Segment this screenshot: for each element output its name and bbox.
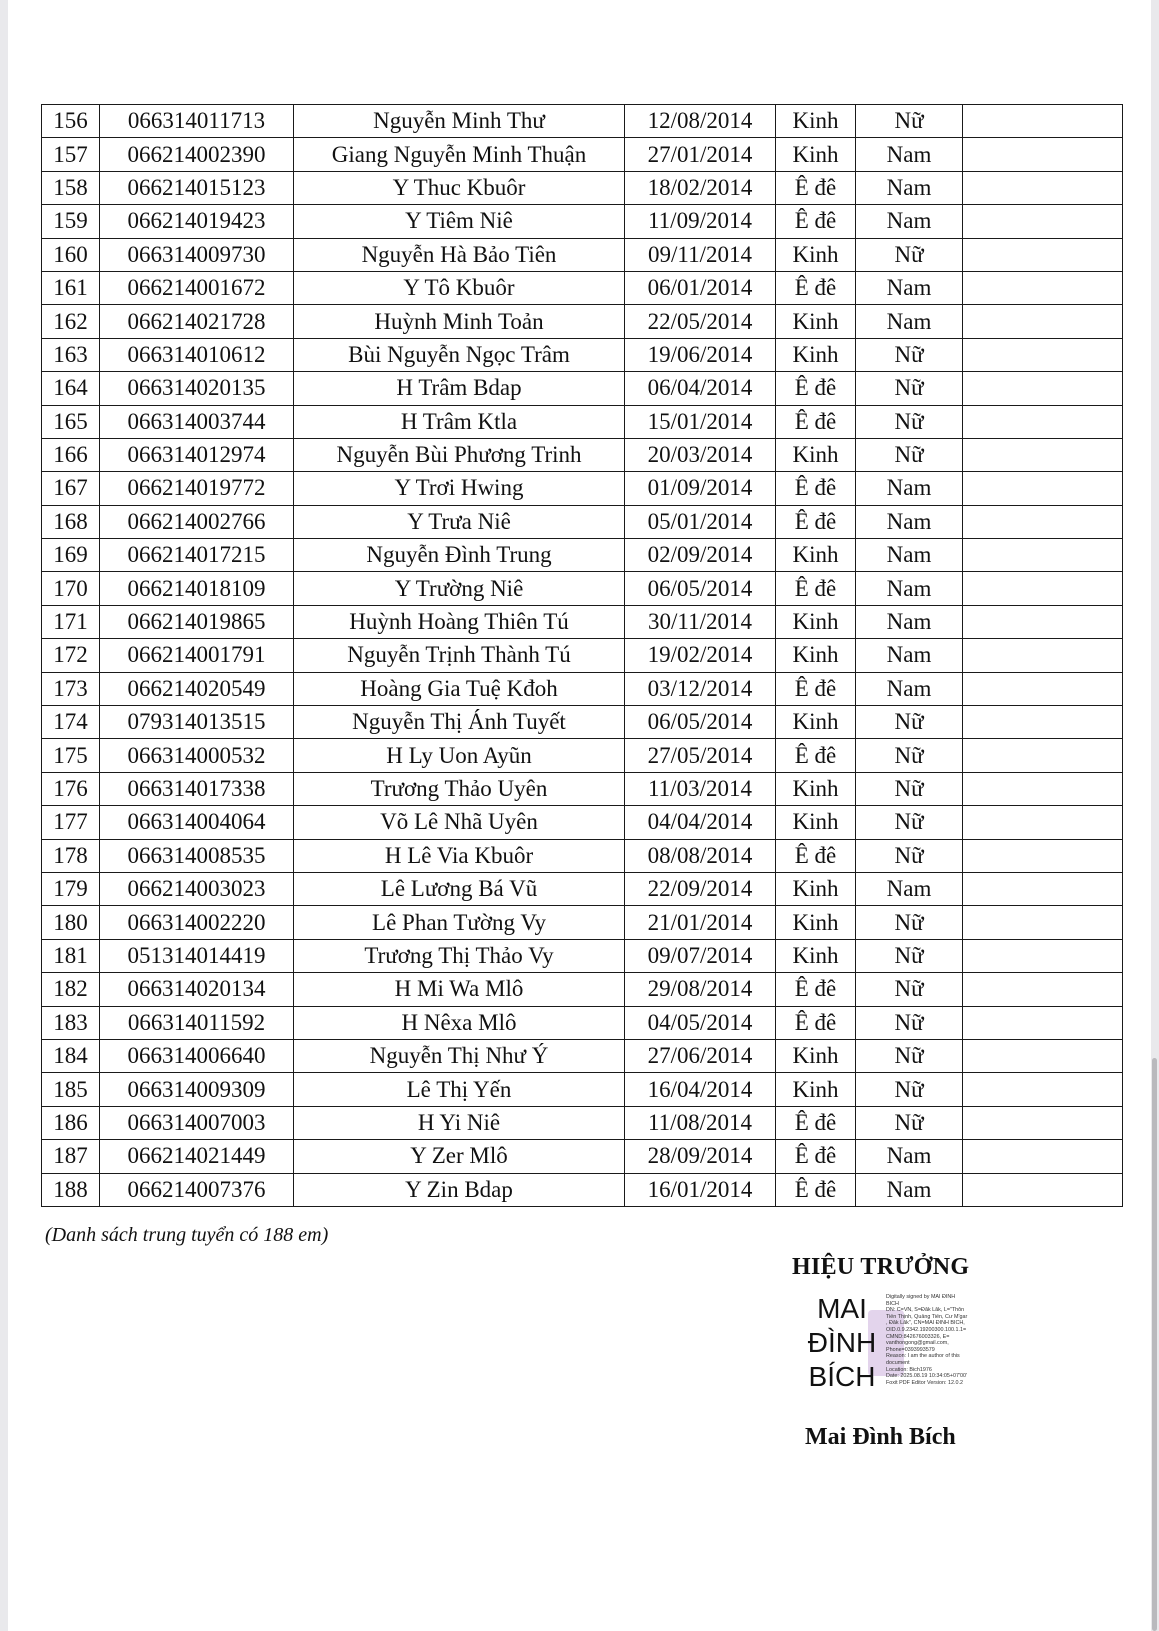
signature-detail-line: Phone=0393993579 [886, 1346, 935, 1353]
birth-date-cell: 15/01/2014 [625, 405, 776, 438]
id-number-cell: 066214003023 [100, 872, 294, 905]
birth-date-cell: 02/09/2014 [625, 539, 776, 572]
id-number-cell: 066214001791 [100, 639, 294, 672]
note-cell [963, 839, 1123, 872]
id-number-cell: 066214002766 [100, 505, 294, 538]
row-number-cell: 163 [42, 338, 100, 371]
table-row [42, 105, 1123, 138]
row-number-cell: 168 [42, 505, 100, 538]
id-number-cell: 066314020135 [100, 372, 294, 405]
birth-date-cell: 27/05/2014 [625, 739, 776, 772]
table-row [42, 906, 1123, 939]
ethnicity-cell: Ê đê [776, 572, 856, 605]
document-page [8, 0, 1151, 1631]
row-number-cell: 180 [42, 906, 100, 939]
birth-date-cell: 11/08/2014 [625, 1106, 776, 1139]
table-row [42, 672, 1123, 705]
birth-date-cell: 05/01/2014 [625, 505, 776, 538]
full-name-cell: H Yi Niê [294, 1106, 625, 1139]
table-row [42, 171, 1123, 204]
gender-cell: Nam [856, 505, 963, 538]
row-number-cell: 157 [42, 138, 100, 171]
table-row [42, 939, 1123, 972]
table-row [42, 605, 1123, 638]
id-number-cell: 066314004064 [100, 806, 294, 839]
full-name-cell: Bùi Nguyễn Ngọc Trâm [294, 338, 625, 371]
birth-date-cell: 09/11/2014 [625, 238, 776, 271]
ethnicity-cell: Kinh [776, 105, 856, 138]
note-cell [963, 1039, 1123, 1072]
row-number-cell: 171 [42, 605, 100, 638]
ethnicity-cell: Kinh [776, 806, 856, 839]
table-row [42, 405, 1123, 438]
row-number-cell: 166 [42, 438, 100, 471]
birth-date-cell: 11/03/2014 [625, 772, 776, 805]
table-row [42, 205, 1123, 238]
table-row [42, 872, 1123, 905]
row-number-cell: 173 [42, 672, 100, 705]
id-number-cell: 066314007003 [100, 1106, 294, 1139]
gender-cell: Nữ [856, 906, 963, 939]
table-row [42, 1006, 1123, 1039]
ethnicity-cell: Ê đê [776, 1173, 856, 1206]
note-cell [963, 238, 1123, 271]
ethnicity-cell: Kinh [776, 438, 856, 471]
ethnicity-cell: Ê đê [776, 1140, 856, 1173]
note-cell [963, 271, 1123, 304]
ethnicity-cell: Kinh [776, 906, 856, 939]
note-cell [963, 472, 1123, 505]
signature-detail-line: OID.0.9.2342.19200300.100.1.1= [886, 1326, 967, 1333]
note-cell [963, 939, 1123, 972]
full-name-cell: Y Zer Mlô [294, 1140, 625, 1173]
row-number-cell: 167 [42, 472, 100, 505]
ethnicity-cell: Ê đê [776, 505, 856, 538]
signature-name [796, 1292, 888, 1394]
row-number-cell: 161 [42, 271, 100, 304]
id-number-cell: 079314013515 [100, 706, 294, 739]
table-row [42, 305, 1123, 338]
ethnicity-cell: Ê đê [776, 973, 856, 1006]
gender-cell: Nam [856, 271, 963, 304]
ethnicity-cell: Kinh [776, 939, 856, 972]
row-number-cell: 162 [42, 305, 100, 338]
id-number-cell: 066314002220 [100, 906, 294, 939]
signer-title: HIỆU TRƯỞNG [792, 1254, 970, 1280]
signature-name-line: ĐÌNH [807, 1327, 877, 1358]
ethnicity-cell: Kinh [776, 305, 856, 338]
note-cell [963, 505, 1123, 538]
birth-date-cell: 19/02/2014 [625, 639, 776, 672]
gender-cell: Nữ [856, 806, 963, 839]
id-number-cell: 066214015123 [100, 171, 294, 204]
ethnicity-cell: Kinh [776, 539, 856, 572]
vertical-scrollbar[interactable] [1152, 1058, 1157, 1631]
birth-date-cell: 08/08/2014 [625, 839, 776, 872]
table-row [42, 505, 1123, 538]
note-cell [963, 1140, 1123, 1173]
gender-cell: Nữ [856, 973, 963, 1006]
birth-date-cell: 04/04/2014 [625, 806, 776, 839]
full-name-cell: Lê Lương Bá Vũ [294, 872, 625, 905]
gender-cell: Nam [856, 138, 963, 171]
table-row [42, 739, 1123, 772]
table-row [42, 539, 1123, 572]
id-number-cell: 066214017215 [100, 539, 294, 572]
row-number-cell: 175 [42, 739, 100, 772]
id-number-cell: 051314014419 [100, 939, 294, 972]
table-row [42, 806, 1123, 839]
note-cell [963, 872, 1123, 905]
note-cell [963, 338, 1123, 371]
birth-date-cell: 04/05/2014 [625, 1006, 776, 1039]
table-row [42, 472, 1123, 505]
row-number-cell: 184 [42, 1039, 100, 1072]
birth-date-cell: 27/01/2014 [625, 138, 776, 171]
ethnicity-cell: Kinh [776, 639, 856, 672]
birth-date-cell: 18/02/2014 [625, 171, 776, 204]
gender-cell: Nam [856, 672, 963, 705]
gender-cell: Nam [856, 305, 963, 338]
row-number-cell: 177 [42, 806, 100, 839]
id-number-cell: 066314017338 [100, 772, 294, 805]
full-name-cell: Trương Thảo Uyên [294, 772, 625, 805]
full-name-cell: H Mi Wa Mlô [294, 973, 625, 1006]
gender-cell: Nam [856, 572, 963, 605]
row-number-cell: 188 [42, 1173, 100, 1206]
ethnicity-cell: Ê đê [776, 171, 856, 204]
full-name-cell: Nguyễn Bùi Phương Trinh [294, 438, 625, 471]
signature-detail-line: Date: 2025.08.19 10:34:05+07'00' [886, 1373, 968, 1380]
ethnicity-cell: Ê đê [776, 405, 856, 438]
row-number-cell: 159 [42, 205, 100, 238]
signature-detail-line: CMND:842676003326, E= [886, 1333, 950, 1340]
id-number-cell: 066214002390 [100, 138, 294, 171]
signature-detail-line: Location: Bich1976 [886, 1366, 932, 1373]
row-number-cell: 187 [42, 1140, 100, 1173]
full-name-cell: H Trâm Ktla [294, 405, 625, 438]
full-name-cell: H Nêxa Mlô [294, 1006, 625, 1039]
table-row [42, 372, 1123, 405]
full-name-cell: Y Tiêm Niê [294, 205, 625, 238]
note-cell [963, 305, 1123, 338]
table-row [42, 1140, 1123, 1173]
gender-cell: Nữ [856, 405, 963, 438]
note-cell [963, 739, 1123, 772]
full-name-cell: Y Zin Bdap [294, 1173, 625, 1206]
gender-cell: Nam [856, 539, 963, 572]
table-row [42, 839, 1123, 872]
birth-date-cell: 22/09/2014 [625, 872, 776, 905]
id-number-cell: 066214007376 [100, 1173, 294, 1206]
note-cell [963, 772, 1123, 805]
gender-cell: Nam [856, 171, 963, 204]
gender-cell: Nữ [856, 238, 963, 271]
note-cell [963, 1073, 1123, 1106]
full-name-cell: Lê Phan Tường Vy [294, 906, 625, 939]
table-row [42, 706, 1123, 739]
ethnicity-cell: Ê đê [776, 372, 856, 405]
id-number-cell: 066314003744 [100, 405, 294, 438]
id-number-cell: 066214021728 [100, 305, 294, 338]
full-name-cell: Nguyễn Thị Như Ý [294, 1039, 625, 1072]
full-name-cell: Y Tô Kbuôr [294, 271, 625, 304]
gender-cell: Nữ [856, 438, 963, 471]
gender-cell: Nữ [856, 372, 963, 405]
digital-signature [796, 1292, 986, 1402]
gender-cell: Nam [856, 472, 963, 505]
gender-cell: Nữ [856, 1006, 963, 1039]
full-name-cell: Võ Lê Nhã Uyên [294, 806, 625, 839]
row-number-cell: 169 [42, 539, 100, 572]
row-number-cell: 181 [42, 939, 100, 972]
ethnicity-cell: Ê đê [776, 271, 856, 304]
row-number-cell: 156 [42, 105, 100, 138]
gender-cell: Nam [856, 1173, 963, 1206]
note-cell [963, 806, 1123, 839]
row-number-cell: 179 [42, 872, 100, 905]
list-note: (Danh sách trung tuyển có 188 em) [45, 1224, 329, 1246]
table-body [42, 105, 1123, 1207]
birth-date-cell: 03/12/2014 [625, 672, 776, 705]
note-cell [963, 171, 1123, 204]
birth-date-cell: 16/04/2014 [625, 1073, 776, 1106]
signature-detail-line: , Đắk Lắk", CN=MAI ĐÌNH BÍCH, [886, 1320, 965, 1327]
table-row [42, 1173, 1123, 1206]
gender-cell: Nữ [856, 1106, 963, 1139]
birth-date-cell: 06/04/2014 [625, 372, 776, 405]
full-name-cell: H Trâm Bdap [294, 372, 625, 405]
table-row [42, 639, 1123, 672]
gender-cell: Nam [856, 872, 963, 905]
gender-cell: Nam [856, 639, 963, 672]
id-number-cell: 066214020549 [100, 672, 294, 705]
full-name-cell: Nguyễn Hà Bảo Tiên [294, 238, 625, 271]
ethnicity-cell: Ê đê [776, 472, 856, 505]
full-name-cell: Y Trường Niê [294, 572, 625, 605]
row-number-cell: 182 [42, 973, 100, 1006]
signature-detail-line: Digitally signed by MAI ĐÌNH [886, 1294, 956, 1300]
table-row [42, 572, 1123, 605]
table-row [42, 772, 1123, 805]
ethnicity-cell: Kinh [776, 1073, 856, 1106]
full-name-cell: Nguyễn Minh Thư [294, 105, 625, 138]
gender-cell: Nữ [856, 105, 963, 138]
table-row [42, 138, 1123, 171]
row-number-cell: 174 [42, 706, 100, 739]
row-number-cell: 176 [42, 772, 100, 805]
table-row [42, 973, 1123, 1006]
full-name-cell: Nguyễn Đình Trung [294, 539, 625, 572]
gender-cell: Nữ [856, 939, 963, 972]
note-cell [963, 205, 1123, 238]
signature-name-line: MAI [817, 1293, 867, 1324]
note-cell [963, 405, 1123, 438]
id-number-cell: 066314009309 [100, 1073, 294, 1106]
gender-cell: Nữ [856, 338, 963, 371]
row-number-cell: 185 [42, 1073, 100, 1106]
id-number-cell: 066314011713 [100, 105, 294, 138]
student-list-table [41, 104, 1123, 1207]
id-number-cell: 066314000532 [100, 739, 294, 772]
row-number-cell: 183 [42, 1006, 100, 1039]
gender-cell: Nữ [856, 1073, 963, 1106]
full-name-cell: Lê Thị Yến [294, 1073, 625, 1106]
table-row [42, 238, 1123, 271]
row-number-cell: 160 [42, 238, 100, 271]
gender-cell: Nữ [856, 739, 963, 772]
birth-date-cell: 06/05/2014 [625, 706, 776, 739]
row-number-cell: 186 [42, 1106, 100, 1139]
signature-name-line: BÍCH [808, 1361, 876, 1392]
ethnicity-cell: Kinh [776, 772, 856, 805]
birth-date-cell: 16/01/2014 [625, 1173, 776, 1206]
full-name-cell: Y Thuc Kbuôr [294, 171, 625, 204]
id-number-cell: 066214019423 [100, 205, 294, 238]
full-name-cell: Huỳnh Hoàng Thiên Tú [294, 605, 625, 638]
row-number-cell: 172 [42, 639, 100, 672]
gender-cell: Nam [856, 605, 963, 638]
gender-cell: Nam [856, 1140, 963, 1173]
birth-date-cell: 20/03/2014 [625, 438, 776, 471]
id-number-cell: 066214001672 [100, 271, 294, 304]
full-name-cell: Trương Thị Thảo Vy [294, 939, 625, 972]
row-number-cell: 158 [42, 171, 100, 204]
birth-date-cell: 28/09/2014 [625, 1140, 776, 1173]
full-name-cell: Huỳnh Minh Toản [294, 305, 625, 338]
birth-date-cell: 01/09/2014 [625, 472, 776, 505]
note-cell [963, 1106, 1123, 1139]
note-cell [963, 438, 1123, 471]
id-number-cell: 066314020134 [100, 973, 294, 1006]
note-cell [963, 572, 1123, 605]
row-number-cell: 170 [42, 572, 100, 605]
row-number-cell: 178 [42, 839, 100, 872]
id-number-cell: 066314011592 [100, 1006, 294, 1039]
table-row [42, 1073, 1123, 1106]
table-row [42, 271, 1123, 304]
signature-detail-line: DN: C=VN, S=Đắk Lắk, L="Thôn [886, 1307, 965, 1314]
signature-detail-line: vanthongong@gmail.com, [886, 1340, 949, 1347]
table-row [42, 338, 1123, 371]
birth-date-cell: 21/01/2014 [625, 906, 776, 939]
table-row [42, 1106, 1123, 1139]
note-cell [963, 105, 1123, 138]
signature-detail-line: document [886, 1359, 910, 1366]
note-cell [963, 1173, 1123, 1206]
birth-date-cell: 29/08/2014 [625, 973, 776, 1006]
note-cell [963, 906, 1123, 939]
note-cell [963, 372, 1123, 405]
table-row [42, 1039, 1123, 1072]
birth-date-cell: 27/06/2014 [625, 1039, 776, 1072]
full-name-cell: Giang Nguyễn Minh Thuận [294, 138, 625, 171]
ethnicity-cell: Kinh [776, 872, 856, 905]
note-cell [963, 706, 1123, 739]
full-name-cell: Nguyễn Trịnh Thành Tú [294, 639, 625, 672]
id-number-cell: 066214021449 [100, 1140, 294, 1173]
signature-detail-line: BÍCH [886, 1300, 899, 1307]
full-name-cell: H Lê Via Kbuôr [294, 839, 625, 872]
id-number-cell: 066214019865 [100, 605, 294, 638]
id-number-cell: 066214019772 [100, 472, 294, 505]
signature-details [886, 1294, 986, 1386]
ethnicity-cell: Ê đê [776, 1006, 856, 1039]
note-cell [963, 605, 1123, 638]
birth-date-cell: 06/01/2014 [625, 271, 776, 304]
gender-cell: Nữ [856, 706, 963, 739]
signature-detail-line: Foxit PDF Editor Version: 12.0.2 [886, 1379, 964, 1386]
note-cell [963, 539, 1123, 572]
full-name-cell: Nguyễn Thị Ánh Tuyết [294, 706, 625, 739]
id-number-cell: 066214018109 [100, 572, 294, 605]
note-cell [963, 973, 1123, 1006]
signature-detail-line: Tiến Thịnh, Quảng Tiến, Cư M'gar [886, 1313, 968, 1320]
note-cell [963, 138, 1123, 171]
birth-date-cell: 22/05/2014 [625, 305, 776, 338]
full-name-cell: Hoàng Gia Tuệ Kđoh [294, 672, 625, 705]
ethnicity-cell: Ê đê [776, 672, 856, 705]
gender-cell: Nữ [856, 772, 963, 805]
full-name-cell: H Ly Uon Ayũn [294, 739, 625, 772]
signer-name: Mai Đình Bích [805, 1424, 956, 1450]
ethnicity-cell: Kinh [776, 238, 856, 271]
birth-date-cell: 12/08/2014 [625, 105, 776, 138]
note-cell [963, 639, 1123, 672]
ethnicity-cell: Ê đê [776, 205, 856, 238]
note-cell [963, 672, 1123, 705]
table-row [42, 438, 1123, 471]
gender-cell: Nữ [856, 839, 963, 872]
ethnicity-cell: Kinh [776, 605, 856, 638]
ethnicity-cell: Ê đê [776, 739, 856, 772]
id-number-cell: 066314008535 [100, 839, 294, 872]
id-number-cell: 066314009730 [100, 238, 294, 271]
id-number-cell: 066314010612 [100, 338, 294, 371]
birth-date-cell: 11/09/2014 [625, 205, 776, 238]
birth-date-cell: 06/05/2014 [625, 572, 776, 605]
birth-date-cell: 19/06/2014 [625, 338, 776, 371]
ethnicity-cell: Ê đê [776, 1106, 856, 1139]
ethnicity-cell: Kinh [776, 1039, 856, 1072]
birth-date-cell: 09/07/2014 [625, 939, 776, 972]
birth-date-cell: 30/11/2014 [625, 605, 776, 638]
ethnicity-cell: Kinh [776, 338, 856, 371]
signature-detail-line: Reason: I am the author of this [886, 1353, 960, 1360]
id-number-cell: 066314012974 [100, 438, 294, 471]
ethnicity-cell: Kinh [776, 706, 856, 739]
full-name-cell: Y Trưa Niê [294, 505, 625, 538]
ethnicity-cell: Ê đê [776, 839, 856, 872]
id-number-cell: 066314006640 [100, 1039, 294, 1072]
row-number-cell: 165 [42, 405, 100, 438]
note-cell [963, 1006, 1123, 1039]
full-name-cell: Y Trơi Hwing [294, 472, 625, 505]
ethnicity-cell: Kinh [776, 138, 856, 171]
gender-cell: Nam [856, 205, 963, 238]
row-number-cell: 164 [42, 372, 100, 405]
gender-cell: Nữ [856, 1039, 963, 1072]
